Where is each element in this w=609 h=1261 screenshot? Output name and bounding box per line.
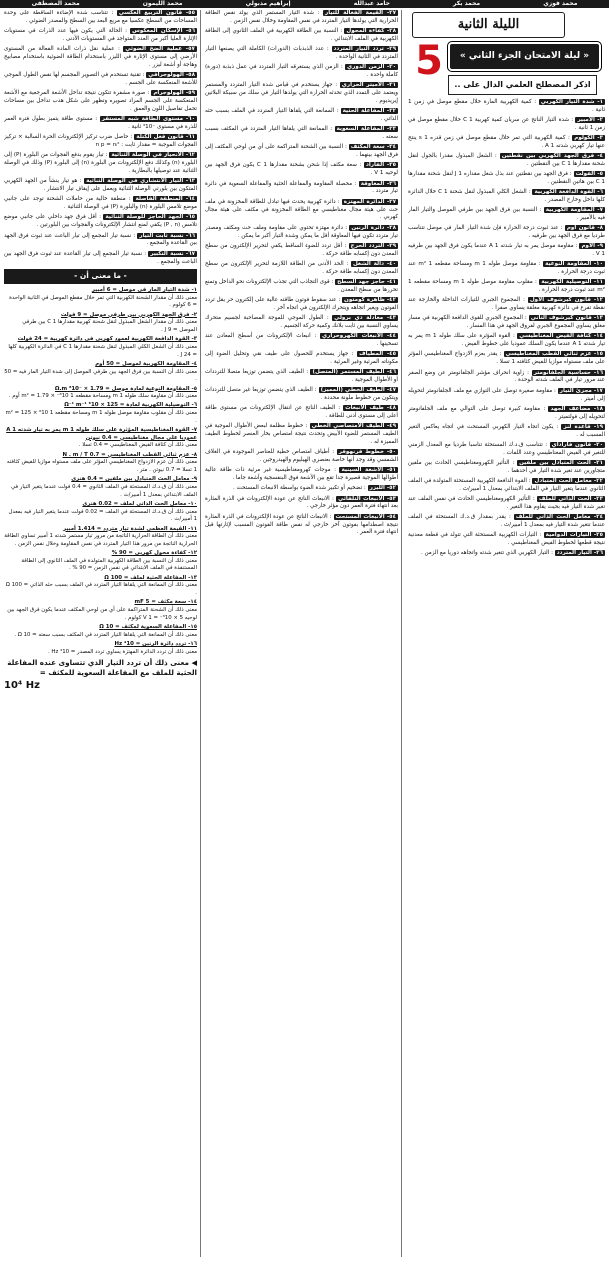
term-label: ٢٦- التيار المتردد (556, 550, 603, 557)
definition-entry (205, 279, 398, 295)
definition-entry (408, 424, 605, 440)
definition-entry (4, 134, 197, 150)
term-label: ٩- الأوم (581, 243, 603, 250)
definition-entry (408, 514, 605, 530)
term-definition: : الحد الأدنى من الطاقة اللازمة لتحرير الإلكترون من سطح المعدن دون إكسابه طاقة حركة . (205, 260, 398, 275)
term-label: ٨- قانون أوم (566, 225, 603, 232)
definition-entry (205, 162, 398, 178)
term-label: ٦٧- نسبة التكبير (150, 250, 195, 257)
term-definition: : مستوى طاقة يتميز بطول فترة العمر للذرة في مستوى ⁻³10 ثانية . (4, 116, 197, 131)
definition-entry (205, 315, 398, 331)
term-definition: : انبعاث الإلكترونات من أسطح المعادن عند تسخينها . (205, 332, 398, 347)
term-definition: : أقل فرق جهد داخلي على جانبي موضع تلامس (P , n) يكفي لمنع انتشار الإلكترونات والفجوات بين البلورتين . (4, 214, 197, 229)
term-definition: : مقاومة كبيرة توصل على التوالي مع ملف الجلفانومتر لتحويله إلى فولتميتر . (408, 405, 605, 420)
definition-entry (408, 496, 605, 512)
term-label: ٦٤- المنطقة الفاصلة (135, 196, 195, 203)
term-definition: : الانبعاث الناتج عن عودة الإلكترونات في الذرة المثارة بعد انتهاء فترة العمر دون مؤثر خارجي . (205, 495, 398, 510)
term-definition: : نسبة تيار المجمع إلى تيار القاعدة عند ثبوت فرق الجهد بين الباعث والمجمع . (4, 250, 197, 265)
term-definition: : محصلة المقاومة والمفاعلة الحثية والمفاعلة السعوية في دائرة تيار متردد . (205, 180, 398, 195)
term-label: ٢٤- معامل الحث الذاتي للملف (515, 514, 603, 521)
term-label: ٢٣- الحث الذاتي للملف (538, 495, 604, 502)
definition-entry (408, 478, 605, 494)
term-label: ١٠- المقاومة النوعية (545, 261, 604, 268)
definition-entry (4, 72, 197, 88)
author-name: حامد عبدالله (353, 0, 390, 7)
definition-entry (4, 251, 197, 267)
term-definition: : هو تيار ينشأ من الجهد الكهربي المتكون بين بلورتي الوصلة الثنائية ويعمل على إيقاف تيار الانتشار . (4, 178, 197, 193)
question-text: ٩- معامل الحث المتبادل بين ملفين = 0.4 هنري (71, 476, 197, 483)
term-definition: : التأثير الكهرومغناطيسي الحادث بين ملفين متجاورين عند تغير شدة التيار في أحدهما . (408, 459, 605, 474)
term-definition: : التيارات الكهربية المستحثة التي تتولد في قطعة معدنية نتيجة قطعها لخطوط الفيض المغناطيسي . (408, 532, 605, 547)
term-label: ٥٨- الهولوجرافي (148, 72, 195, 79)
term-definition: : تضخيم أو تكبير شدة الضوء بواسطة الانبعاث المستحث . (232, 485, 366, 492)
answer-text: معنى ذلك أن الطاقة الحرارية الناتجة من مرور تيار مستمر شدته 1 أمبير تساوي الطاقة الحرارية الناتجة من مرور هذا التيار المتردد في نفس المقاومة وخلال نفس الزمن . (4, 533, 197, 547)
term-label: ٤- فرق الجهد الكهربي بين نقطتين (501, 152, 603, 159)
term-label: ٤٣- معادلة دي برولي (334, 314, 396, 321)
term-definition: : مقاومة موصل يمر به تيار شدته A 1 عندما يكون فرق الجهد بين طرفيه V 1 . (408, 243, 605, 258)
term-definition: : زاوية انحراف مؤشر الجلفانومتر عن وضع الصفر عند مرور تيار في الملف شدته الوحدة . (408, 369, 605, 384)
term-definition: : الممانعة التي يلقاها التيار المتردد في المكثف بسبب سعته . (205, 126, 398, 141)
term-definition: : الزمن الذي يستغرقه التيار المتردد في عمل ذبذبة (دورة) كاملة واحدة . (205, 64, 398, 79)
middle-column (205, 10, 402, 1257)
author-name: محمد المصطفى (31, 0, 80, 7)
term-label: ٢- الأمبير (577, 116, 603, 123)
term-label: ٢٠- قانون فاراداي (551, 441, 603, 448)
term-label: ٥٣- الانبعاث التلقائي (338, 495, 396, 502)
term-label: ٣٦- المعاوقة (360, 180, 396, 187)
definition-entry (4, 10, 197, 26)
definition-entry (205, 449, 398, 465)
definition-entry (205, 423, 398, 447)
term-definition: : نسبة تيار المجمع إلى تيار الباعث عند ثبوت فرق الجهد بين القاعدة والمجمع . (4, 232, 197, 247)
question-item (4, 501, 197, 524)
term-label: ٣٩- التردد الحرج (350, 242, 396, 249)
question-text: ٧- القوة المغناطيسية المؤثرة على سلك طوله m 1 يمر به تيار شدته A 1 عموديا على مجال مغناطيسي = 0.4 نيوتن (6, 427, 197, 441)
term-label: ٣٨- دائرة الرنين (351, 224, 396, 231)
term-label: ١٨- مضاعف الجهد (550, 405, 604, 412)
term-label: ٥٠- خطوط فرنهوفر (338, 449, 396, 456)
term-label: ٣٢- المفاعلة الحثية (342, 108, 396, 115)
definition-entry (408, 351, 605, 367)
term-definition: : مقاومة صغيرة توصل على التوازي مع ملف الجلفانومتر لتحويله إلى أميتر . (408, 387, 605, 402)
term-definition: : جهاز يستخدم للحصول على طيف نقي وتحليل الضوء إلى مكوناته المرئية وغير المرئية . (205, 351, 398, 365)
question-item (4, 361, 197, 384)
term-definition: : عند سقوط فوتون طاقته عالية على إلكترون حر يقل تردد الفوتون ويغير اتجاهه ويتحرك الإلكترون في اتجاه آخر . (205, 296, 398, 311)
term-definition: : تتناسب ق.د.ك المستحثة تناسبا طرديا مع المعدل الزمني للتغير في الفيض المغناطيسي وعدد اللفات . (408, 441, 605, 456)
definition-entry (408, 135, 605, 151)
definition-entry (408, 117, 605, 133)
question-text: ٥- المقاومة النوعية لمادة موصل = 1.79 × ⁻⁸10 Ω.m (54, 385, 197, 392)
question-item (4, 624, 197, 639)
term-label: ٥٩- الهولوجرام (153, 90, 196, 97)
term-label: ٦٦- نسبة ثابت التيار (139, 232, 196, 239)
term-definition: : خطوط مظلمة لبعض الأطوال الموجية في الطيف المستمر للضوء الأبيض وتحدث نتيجة امتصاص بخار العنصر لخطوط الطيف المميزة له . (205, 423, 398, 446)
definition-entry (408, 297, 605, 313)
definition-entry (408, 315, 605, 331)
term-label: ٧- المقاومة الكهربية (545, 206, 603, 213)
definition-entry (4, 214, 197, 230)
term-definition: : القوة الدافعة الكهربية المستحثة المتولدة في الملف الثانوي عندما يتغير التيار في الملف الابتدائي بمعدل 1 أمبير/ث . (408, 477, 605, 492)
question-item (4, 641, 197, 656)
term-label: ٣٤- سعة المكثف (350, 144, 397, 151)
definition-entry (4, 196, 197, 212)
term-definition: : مقاومة موصل طوله m 1 ومساحة مقطعه 1 m² عند ثبوت درجة الحرارة . (408, 261, 605, 276)
question-text: ٦- التوصيلية الكهربية لمادة = 125 × ⁶10 Ω⁻¹ m⁻¹ (64, 402, 197, 409)
question-text: ١٠- معامل الحث الذاتي لملف = 0.02 هنري (82, 500, 197, 507)
definition-entry (205, 514, 398, 538)
answer-text: معنى ذلك أن مقدار الشغل المبذول لنقل شحنة كهربية مقدارها C 1 بين طرفي الموصل = J 9 . (22, 319, 197, 334)
term-definition: : الانبعاث الناتج عن عودة الإلكترونات في الذرة المثارة نتيجة اصطدامها بفوتون آخر خارجي له نفس طاقة الفوتون المسبب لإثارتها قبل انتهاء فترة العمر . (205, 513, 398, 536)
question-item (4, 550, 197, 573)
term-label: ١٥- عزم ثنائي القطب المغناطيسي (505, 351, 604, 358)
term-label: ٥٦- الإسكان المعكوس (132, 28, 195, 35)
final-question (4, 658, 197, 678)
term-label: ٥- الفولت (575, 170, 604, 177)
term-label: ٢٩- تردد التيار المتردد (333, 46, 397, 53)
definition-entry (205, 387, 398, 403)
definition-entry (205, 108, 398, 124)
term-label: ٦- القوة الدافعة الكهربية (534, 188, 603, 195)
definition-entry (408, 225, 605, 241)
term-definition: : الطيف الذي يتضمن توزيعا متصلا للترددات أو الأطوال الموجية . (205, 369, 398, 383)
header-bar (0, 0, 609, 8)
term-label: ١- شدة التيار الكهربي (540, 98, 603, 105)
question-item (4, 427, 197, 450)
question-item (4, 526, 197, 549)
term-label: ٤٩- الطيف الامتصاصي الخطي (311, 423, 397, 430)
term-label: ٤٤- الانبعاث الكهروحراري (322, 332, 396, 339)
term-label: ١٣- قانون كيرشوف الثاني (530, 315, 603, 322)
author-name: محمد فوزي (543, 0, 578, 7)
term-label: ٥٧- عملية الضخ الضوئي (125, 46, 195, 53)
term-definition: : النسبة بين فرق الجهد بين طرفي الموصل والتيار المار فيه بالأمبير . (408, 206, 605, 221)
definition-entry (4, 152, 197, 176)
term-label: ١١- التوصيلية الكهربية (541, 279, 603, 286)
definition-entry (205, 126, 398, 142)
answer-text: معنى ذلك أن مقاومة سلك طوله m 1 ومساحة مقطعه 1 m² = 1.79 × ⁻⁸10 أوم . (8, 393, 197, 400)
instruction-box: اذكر المصطلح العلمي الدال على .. (448, 75, 597, 94)
term-definition: : كمية الكهربية التي تمر خلال مقطع موصل في زمن قدره 1 s ينتج عنها تيار كهربي شدته A 1 . (408, 134, 605, 149)
term-definition: : المجموع الجبري للتيارات الداخلة والخارجة عند نقطة تفرع في دائرة كهربية مغلقة يساوي صفرا . (408, 297, 605, 312)
question-text: ٨- عزم ثنائي القطب المغناطيسي = 0.7 N . m / T (62, 451, 197, 458)
question-text: ٣- القوة الدافعة الكهربية لعمود كهربي في دائرة كهربية = 24 فولت (17, 336, 197, 343)
term-label: ٦٠- مستوى الطاقة شبه المستقر (101, 116, 195, 123)
question-item (4, 312, 197, 335)
term-label: ٤٧- الطيف الخطي (المميز) (320, 387, 396, 394)
final-question-text: معنى ذلك أن تردد التيار الذي تتساوى عنده المفاعلة الحثية للملف مع المفاعلة السعوية للمكثف = (7, 658, 197, 678)
definition-entry (205, 82, 398, 106)
term-definition: : حاصل ضرب تركيز الإلكترونات الحرة السالبة × تركيز الفجوات الموجبة = مقدار ثابت : n p = nᵢ² (4, 134, 197, 149)
term-label: ١٩- قاعدة لنز (563, 423, 604, 430)
term-definition: : كمية الكهربية المارة خلال مقطع موصل في زمن 1 ثانية . (408, 98, 605, 113)
definition-entry (408, 460, 605, 476)
answer-text: معنى ذلك أن مقدار الشحنة الكهربية التي تمر خلال مقطع الموصل في الثانية الواحدة = 6 كولوم . (9, 294, 197, 309)
definition-entry (205, 467, 398, 483)
question-item (4, 599, 197, 622)
definition-entry (408, 532, 605, 548)
answer-text: معنى ذلك أن النسبة بين فرق الجهد بين طرفي الموصل إلى شدة التيار المار فيه = 50 . (4, 368, 197, 383)
definition-entry (408, 550, 605, 558)
term-label: ٤٨- طيف الانبعاث (345, 405, 397, 412)
term-definition: : النسبة بين الطاقة الكهربية في الملف الثانوي إلى الطاقة الكهربية في الملف الابتدائي . (205, 28, 398, 42)
definition-entry (408, 406, 605, 422)
definition-entry (408, 388, 605, 404)
question-text: ١٥- المفاعلة السعوية لمكثف = 10 Ω (99, 623, 197, 630)
definition-entry (408, 189, 605, 205)
question-text: ١١- القيمة العظمى لشدة تيار متردد = 1.414 أمبير (62, 525, 197, 532)
definition-entry (205, 351, 398, 367)
term-label: ٥٤- الانبعاث المستحث (335, 513, 396, 520)
night-title: الليلة الثانية (412, 12, 565, 38)
definition-entry (408, 153, 605, 169)
term-label: ٦٢- الانحياز في الوصلة الثنائية (111, 152, 196, 159)
term-label: ١٦- حساسية الجلفانومتر (533, 369, 604, 376)
question-item (4, 476, 197, 499)
arrow-icon: ◀ (188, 658, 197, 668)
definition-entry (205, 405, 398, 421)
question-text: ١- شدة التيار المار في موصل = 6 أمبير (91, 287, 197, 294)
term-label: ٤٢- ظاهرة كومتون (344, 296, 396, 303)
term-label: ٤٦- الطيف المستمر (المتصل) (312, 369, 396, 376)
definitions-list (205, 10, 398, 537)
term-definition: : مقلوب مقاومة موصل طوله m 1 ومساحة مقطعه 1 m² عند ثبوت درجة الحرارة . (408, 279, 605, 294)
definition-entry (4, 46, 197, 70)
term-definition: : يقدر بعزم الازدواج المغناطيسي المؤثر على ملف مستواه موازيا للفيض كثافته 1 تسلا . (408, 351, 605, 366)
term-definition: : التأثير الكهرومغناطيسي الحادث في نفس الملف عند تغير شدة التيار فيه بحيث يقاوم هذا التغير . (408, 495, 605, 510)
term-label: ٢٥- التيارات الدوامية (545, 532, 603, 539)
question-item (4, 386, 197, 401)
term-definition: : فرق الجهد بين نقطتين عند بذل شغل مقداره J 1 لنقل شحنة مقدارها C 1 بين هاتين النقطتين . (408, 170, 605, 185)
author-name: محمد الليمون (142, 0, 183, 7)
term-definition: : عدد الذبذبات (الدورات) الكاملة التي يصنعها التيار المتردد في الثانية الواحدة . (205, 46, 398, 61)
definition-entry (205, 261, 398, 277)
term-definition: : يقدر بمقدار ق.د.ك المستحثة في الملف عندما تتغير شدة التيار فيه بمعدل 1 أمبير/ث . (408, 514, 605, 528)
number-five-badge (412, 38, 446, 80)
answer-text: معنى ذلك أن الممانعة التي يلقاها التيار المتردد في المكثف بسبب سعته = 10 Ω . (14, 631, 197, 638)
term-label: ٣- الكولوم (574, 134, 603, 141)
definition-entry (408, 442, 605, 458)
term-definition: : يكون اتجاه التيار الكهربي المستحث في اتجاه يعاكس التغير المسبب له . (408, 423, 605, 438)
term-definition: : الشغل المبذول مقدرا بالجول لنقل شحنة مقدارها C 1 بين النقطتين . (408, 152, 605, 167)
definition-entry (205, 496, 398, 512)
term-label: ٥٢- الليزر (369, 485, 396, 492)
definition-entry (205, 199, 398, 223)
term-label: ٤١- حاجز جهد السطح (337, 278, 397, 285)
definition-entry (205, 297, 398, 313)
question-item (4, 575, 197, 598)
definition-entry (4, 90, 197, 114)
term-label: ٣٥- الفاراد (365, 162, 397, 169)
definition-entry (205, 243, 398, 259)
term-definition: : أطياف امتصاص خطية للعناصر الموجودة في الغلاف الشمسي وقد وجد أنها خاصة بعنصري الهيليوم والهيدروجين . (205, 449, 398, 464)
term-definition: : جهاز يستخدم في قياس شدة التيار المتردد والمستمر ويعتمد على التمدد الذي تحدثه الحرارة التي يولدها التيار في سلك من سبيكة البلاتين إيريديوم . (205, 82, 398, 105)
term-label: ٣٣- المفاعلة السعوية (336, 126, 396, 133)
final-answer: 10⁴ Hz (4, 679, 40, 691)
definition-entry (205, 28, 398, 44)
answer-text: معنى ذلك أن النسبة بين الطاقة الكهربية المتولدة في الملف الثانوي إلى الطاقة المستنفذة في الملف الابتدائي في نفس الزمن = 90 % . (21, 557, 197, 572)
term-definition: : التيار الكهربي الذي تتغير شدته واتجاهه دوريا مع الزمن . (420, 550, 553, 557)
answer-text: معنى ذلك أن تردد الدائرة المهتزة يساوي تردد المصدر = ⁴10 Hz . (47, 648, 197, 655)
answer-text: معنى ذلك أن الشحنة المتراكمة على أي من لوحي المكثف عندما يكون فرق الجهد بين لوحيه V 1 = ⁻³10 × 5 كولوم . (7, 607, 197, 621)
left-column (4, 10, 201, 1257)
term-definition: : شدة التيار الناتج عن سريان كمية كهربية C 1 خلال مقطع موصل في زمن 1 ثانية . (408, 116, 605, 131)
definition-entry (408, 243, 605, 259)
term-definition: : الطيف الذي يتضمن توزيعا غير متصل للترددات ويتكون من خطوط ملونة محددة . (205, 387, 398, 402)
definition-entry (408, 333, 605, 349)
definition-entry (408, 171, 605, 187)
answer-text: معنى ذلك أن الشغل الكلي المبذول لنقل شحنة مقدارها C 1 في الدائرة الكهربية كلها = J 24 . (8, 343, 197, 358)
term-definition: : دائرة كهربية يحدث فيها تبادل للطاقة المخزونة في ملف حث على هيئة مجال مغناطيسي مع الطاقة المخزونة في مكثف على هيئة مجال كهربي . (205, 198, 398, 221)
term-label: ٥٥- قانون التربيع العكسي (118, 10, 196, 16)
definition-entry (4, 233, 197, 249)
answer-text: معنى ذلك أن الممانعة التي يلقاها التيار المتردد في الملف بسبب حثه الذاتي = 100 Ω . (5, 582, 197, 597)
term-definition: : القوة المؤثرة على سلك طوله m 1 يمر به تيار شدته A 1 عندما يكون السلك عموديا على خطوط الفيض . (408, 333, 605, 348)
term-definition: : منطقة خالية من حاملات الشحنة توجد على جانبي موضع تلامس البلورة (n) والبلورة (P) في الوصلة الثنائية . (4, 196, 197, 211)
term-definition: : تتناسب شدة الإضاءة الساقطة على وحدة المساحات من السطح عكسيا مع مربع البعد بين السطح والمصدر الضوئي . (4, 10, 197, 24)
definitions-list (408, 99, 605, 559)
definition-entry (205, 333, 398, 349)
definition-entry (4, 178, 197, 194)
term-definition: : الطول الموجي للموجة المصاحبة لجسيم متحرك يساوي النسبة بين ثابت بلانك وكمية حركة الجسيم . (205, 314, 398, 329)
answer-text: معنى ذلك أن ق.د.ك المستحثة في الملف الثانوي = 0.4 فولت عندما يتغير التيار في الملف الابتدائي بمعدل 1 أمبير/ث . (10, 483, 197, 498)
term-label: ١٤- كثافة الفيض المغناطيسي (519, 333, 603, 340)
term-definition: : تيار يقوم بدفع الفجوات من البلورة (P) إلى البلورة (n) وكذلك دفع الإلكترونات من البلورة (n) إلى البلورة (P) وذلك في الوصلة الثنائية عند توصيلها بالبطارية . (4, 152, 198, 175)
question-text: ٤- المقاومة الكهربية لموصل = 50 أوم (95, 360, 197, 367)
definition-entry (4, 28, 197, 44)
term-label: ٥١- الأشعة السينية (341, 467, 396, 474)
question-item (4, 287, 197, 310)
term-definition: : تقنية تستخدم في التصوير المجسم لها نفس الطول الموجي للأشعة المنعكسة على الجسم . (4, 72, 197, 87)
term-label: ١٢- قانون كيرشوف الأول (529, 297, 604, 304)
section-title: - ما معنى أن - (4, 269, 197, 284)
term-label: ٢٧- القيمة الفعالة للتيار (325, 10, 397, 16)
term-label: ٤٠- دالة الشغل (352, 260, 396, 267)
definition-entry (4, 116, 197, 132)
term-definition: : الشغل الكلي المبذول لنقل شحنة C 1 خلال الدائرة كلها داخل وخارج المصدر . (408, 188, 605, 203)
question-text: ٢- فرق الجهد الكهربي بين طرفي موصل = 9 فولت (60, 311, 197, 318)
definition-entry (205, 64, 398, 80)
definition-entry (408, 261, 605, 277)
definition-entry (205, 144, 398, 160)
answer-text: معنى ذلك أن ق.د.ك المستحثة في الملف = 0.02 فولت عندما يتغير التيار فيه بمعدل 1 أمبير/ث . (8, 508, 197, 523)
term-definition: : الحالة التي يكون فيها عدد الذرات في مستويات الإثارة العليا أكبر من العدد المتواجد في المستويات الأدنى . (4, 28, 197, 42)
answer-text: معنى ذلك أن مقلوب مقاومة موصل طوله m 1 ومساحة مقطعه 1 m² = 125 × ⁶10 . (5, 410, 197, 424)
term-definition: : قوى التجاذب التي تجذب الإلكترونات نحو الداخل وتمنع تحررها من سطح المعدن . (205, 278, 398, 293)
term-label: ٢٢- معامل الحث المتبادل (534, 477, 603, 484)
term-definition: : الممانعة التي يلقاها التيار المتردد في الملف بسبب حثه الذاتي . (205, 108, 398, 123)
exam-banner: « ليلة الامتحان الجزء الثاني » (448, 42, 601, 71)
definition-entry (408, 279, 605, 295)
term-label: ٢٨- كفاءة المحول (346, 28, 396, 35)
author-name: إبراهيم مدبولي (245, 0, 291, 7)
term-label: ٣١- الأميتر الحراري (341, 82, 397, 89)
term-label: ٣٧- الدائرة المهتزة (343, 198, 397, 205)
question-item (4, 402, 197, 425)
answer-text: معنى ذلك أن كثافة الفيض المغناطيسي = 0.4 تسلا . (78, 442, 197, 449)
definition-entry (408, 99, 605, 115)
term-definition: : صورة مشفرة تتكون نتيجة تداخل الأشعة المرجعية مع الأشعة المنعكسة على الجسم المراد تصويره وتظهر على شكل هدب تداخل بين مساحات تحمل تفاصيل اللون والعمق . (4, 90, 197, 113)
question-text: ١٤- سعة مكثف = 5 mF (134, 599, 197, 606)
question-text: ١٢- كفاءة محول كهربي = 90 % (111, 550, 197, 557)
definition-entry (408, 370, 605, 386)
definition-entry (408, 207, 605, 223)
term-definition: : أقل تردد للضوء الساقط يكفي لتحرير الإلكترون من سطح المعدن دون إكسابه طاقة حركة . (205, 242, 398, 257)
question-text: ١٣- المفاعلة الحثية لملف = 100 Ω (104, 574, 197, 581)
definition-entry (205, 369, 398, 385)
definitions-list (4, 10, 197, 266)
definition-entry (205, 10, 398, 26)
term-label: ١٧- مجزئ التيار (559, 387, 603, 394)
term-definition: : المجموع الجبري للقوى الدافعة الكهربية في مسار مغلق يساوي المجموع الجبري لفروق الجهد في هذا المسار . (408, 315, 605, 330)
definition-entry (205, 46, 398, 62)
question-item (4, 336, 197, 359)
term-definition: : شدة التيار المستمر الذي يولد نفس الطاقة الحرارية التي يولدها التيار المتردد في نفس المقاومة وخلال نفس الزمن . (205, 10, 398, 24)
term-label: ٦٣- التيار الانتشاري في الوصلة الثنائية (86, 178, 196, 185)
definition-entry (205, 181, 398, 197)
badge-number: 5 (415, 38, 443, 80)
answer-text: معنى ذلك أن عزم الازدواج المغناطيسي المؤثر على ملف مستواه موازيا للفيض كثافته 1 تسلا = 0.7 نيوتن . متر . (6, 459, 197, 474)
term-label: ٤٥- المطياف (359, 351, 396, 357)
term-label: ٦٥- الجهد الحاجز للوصلة الثنائية (105, 214, 196, 221)
term-definition: : موجات كهرومغناطيسية غير مرئية ذات طاقة عالية أطوالها الموجية قصيرة جدا تقع بين الأشعة فوق البنفسجية وأشعة جاما . (205, 467, 398, 482)
right-column (408, 10, 605, 1257)
term-definition: : النسبة بين الشحنة المتراكمة على أي من لوحي المكثف إلى فرق الجهد بينهما . (205, 144, 398, 159)
term-definition: : عملية نقل ذرات المادة الفعالة من المستوى الأرضي إلى مستوى الإثارة في الليزر باستخدام الطاقة الضوئية باستخدام مصابيح وهاجة أو أشعة ليزر . (4, 46, 197, 68)
term-definition: : سعة مكثف إذا شحن بشحنة مقدارها C 1 يكون فرق الجهد بين لوحيه V 1 . (205, 162, 398, 177)
question-item (4, 452, 197, 475)
questions-list (4, 287, 197, 656)
definition-entry (205, 225, 398, 241)
question-text: ١٦- تردد دائرة الرنين = ⁴10 Hz (114, 640, 197, 647)
term-label: ٢١- الحث المتبادل بين ملفين (519, 459, 603, 466)
author-name: محمد بكر (453, 0, 481, 7)
term-definition: : الطيف الناتج عن انتقال الإلكترونات من مستوى طاقة أعلى إلى مستوى أدنى للطاقة . (205, 405, 398, 420)
term-definition: : عند ثبوت درجة الحرارة فإن شدة التيار المار في موصل تتناسب طرديا مع فرق الجهد بين طرفيه . (408, 225, 605, 239)
term-definition: : دائرة مهتزة تحتوي على مقاومة وملف حث ومكثف ومصدر تيار متردد تكون فيها المعاوقة أقل ما يمكن وشدة التيار أكبر ما يمكن . (205, 224, 398, 239)
definition-entry (205, 485, 398, 493)
term-label: ٣٠- الزمن الدوري (347, 64, 396, 71)
term-label: ٦١- قانون فعل الكتلة (136, 134, 196, 141)
